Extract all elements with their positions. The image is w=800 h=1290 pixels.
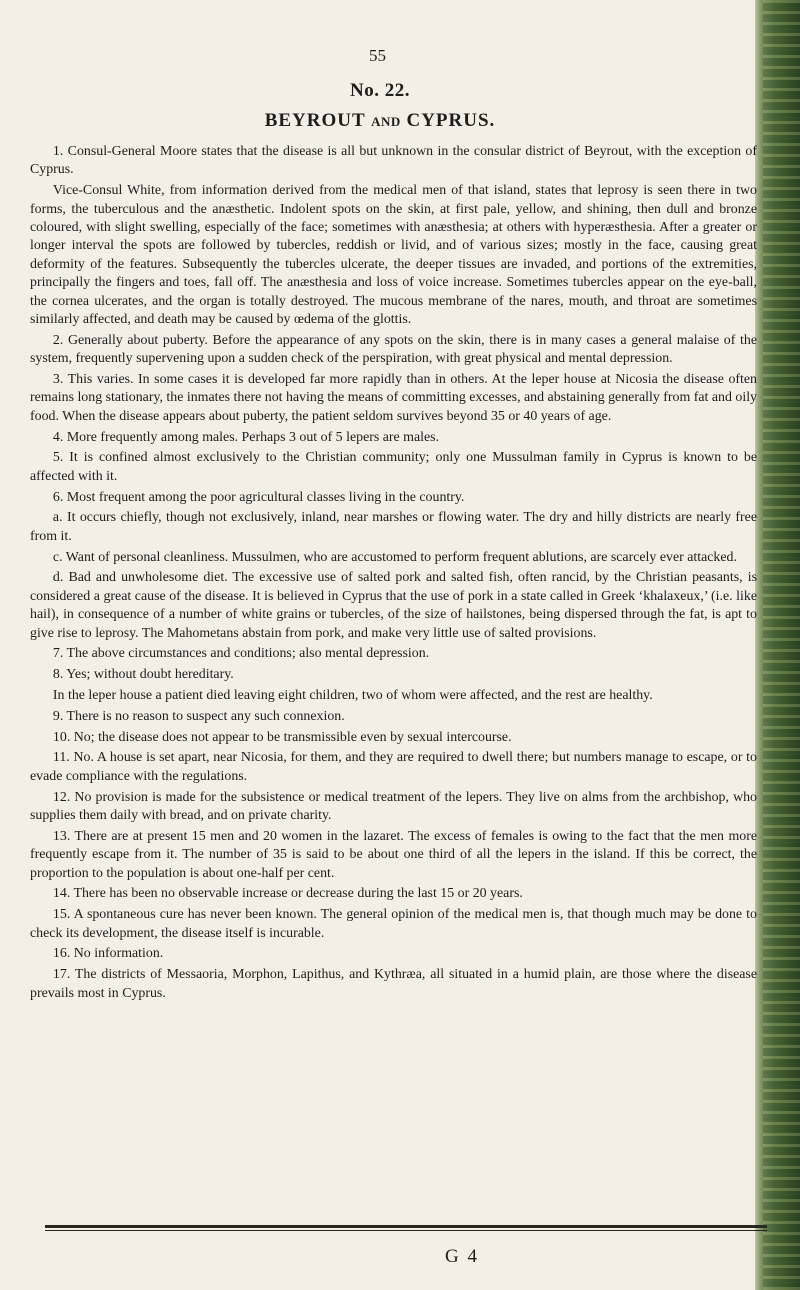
paragraph: 15. A spontaneous cure has never been known. The general opinion of the medical men is, that though much may be done to check its development, the disease itself is incurable. (30, 907, 757, 941)
paragraph: 8. Yes; without doubt hereditary. (52, 667, 234, 683)
title-part-2: CYPRUS. (406, 110, 496, 131)
paragraph: 9. There is no reason to suspect any such connexion. (52, 708, 345, 724)
paragraph: 3. This varies. In some cases it is developed far more rapidly than in others. At the leper house at Nicosia the disease often remains long stationary, the inmates there not having the means of committing excesses, and abstaining generally from fat and oily food. When the disease appears about puberty, the patient seldom survives beyond 35 or 40 years of age. (30, 372, 757, 424)
document-number: No. 22. (350, 80, 410, 101)
title-part-1: BEYROUT (264, 110, 366, 131)
paragraph: 17. The districts of Messaoria, Morphon, Lapithus, and Kythræa, all situated in a humid plain, are those where the disease prevails most in Cyprus. (30, 967, 757, 1001)
paragraph: 7. The above circumstances and conditions; also mental depression. (52, 646, 430, 662)
paragraph: 2. Generally about puberty. Before the appearance of any spots on the skin, there is in many cases a general malaise of the system, frequently supervening upon a sudden check of the perspiration, with great physical and mental depression. (30, 332, 757, 367)
paragraph: 13. There are at present 15 men and 20 women in the lazaret. The excess of females is owing to the fact that the men more frequently escape from it. The number of 35 is said to be about one third of all the lepers in the island. If this be correct, the proportion to the population is about one-half per cent. (30, 828, 757, 881)
paragraph: 1. Consul-General Moore states that the disease is all but unknown in the consular district of Beyrout, with the exception of Cyprus. (30, 144, 757, 178)
paragraph: 6. Most frequent among the poor agricultural classes living in the country. (52, 489, 465, 505)
book-page-edge (755, 0, 800, 1290)
paragraph: c. Want of personal cleanliness. Mussulmen, who are accustomed to perform frequent ablutions, are scarcely ever attacked. (52, 549, 737, 565)
footer-rule (45, 1225, 767, 1228)
paragraph: 11. No. A house is set apart, near Nicosia, for them, and they are required to dwell there; but numbers manage to escape, or to evade compliance with the regulations. (30, 750, 757, 784)
paragraph: Vice-Consul White, from information derived from the medical men of that island, states that leprosy is seen there in two forms, the tuberculous and the anæsthetic. Indolent spots on the skin, at first pale, yellow, and shining, then dull and bronze coloured, with slight swelling, especially of the face; sometimes with anæsthesia; at others with hyperæsthesia. After a greater or longer interval the spots are followed by tubercles, reddish or livid, and of various sizes; mostly in the face, causing great deformity of the features. Subsequently the tubercles ulcerate, the deeper tissues are invaded, and portions of the extremities, principally the fingers and toes, fall off. The anæsthesia and loss of voice increase. Sometimes tubercles appear on the eye-ball, the cornea ulcerates, and the organ is totally destroyed. The mucous membrane of the nares, mouth, and throat are sometimes similarly affected, and death may be caused by œdema of the glottis. (30, 183, 757, 328)
document-title (0, 110, 760, 132)
paragraph: 12. No provision is made for the subsistence or medical treatment of the lepers. They live on alms from the archbishop, who supplies them daily with bread, and on private charity. (30, 789, 757, 824)
paragraph: 10. No; the disease does not appear to be transmissible even by sexual intercourse. (52, 729, 512, 745)
page-number: 55 (369, 46, 386, 65)
paragraph: 5. It is confined almost exclusively to the Christian community; only one Mussulman family in Cyprus is known to be affected with it. (30, 450, 757, 484)
paragraph: d. Bad and unwholesome diet. The excessive use of salted pork and salted fish, often rancid, by the Christian peasants, is considered a great cause of the disease. It is believed in Cyprus that the use of pork in a state called in Greek ‘khalaxeux,’ (i.e. like hail), in consequence of a number of white grains or tubercles, of the size of hailstones, being dispersed through the fat, is apt to give rise to leprosy. The Mahometans abstain from pork, and make very little use of salted provisions. (30, 570, 757, 641)
title-conjunction: AND (371, 114, 401, 129)
paragraph: a. It occurs chiefly, though not exclusively, inland, near marshes or flowing water. The dry and hilly districts are nearly free from it. (30, 510, 757, 544)
paragraph: 16. No information. (52, 946, 164, 962)
paragraph: 4. More frequently among males. Perhaps 3 out of 5 lepers are males. (52, 429, 440, 445)
report-body (30, 143, 757, 1005)
signature-mark: G 4 (445, 1246, 479, 1267)
paragraph: 14. There has been no observable increase or decrease during the last 15 or 20 years. (52, 886, 523, 902)
paragraph: In the leper house a patient died leaving eight children, two of whom were affected, and the rest are healthy. (52, 688, 653, 704)
